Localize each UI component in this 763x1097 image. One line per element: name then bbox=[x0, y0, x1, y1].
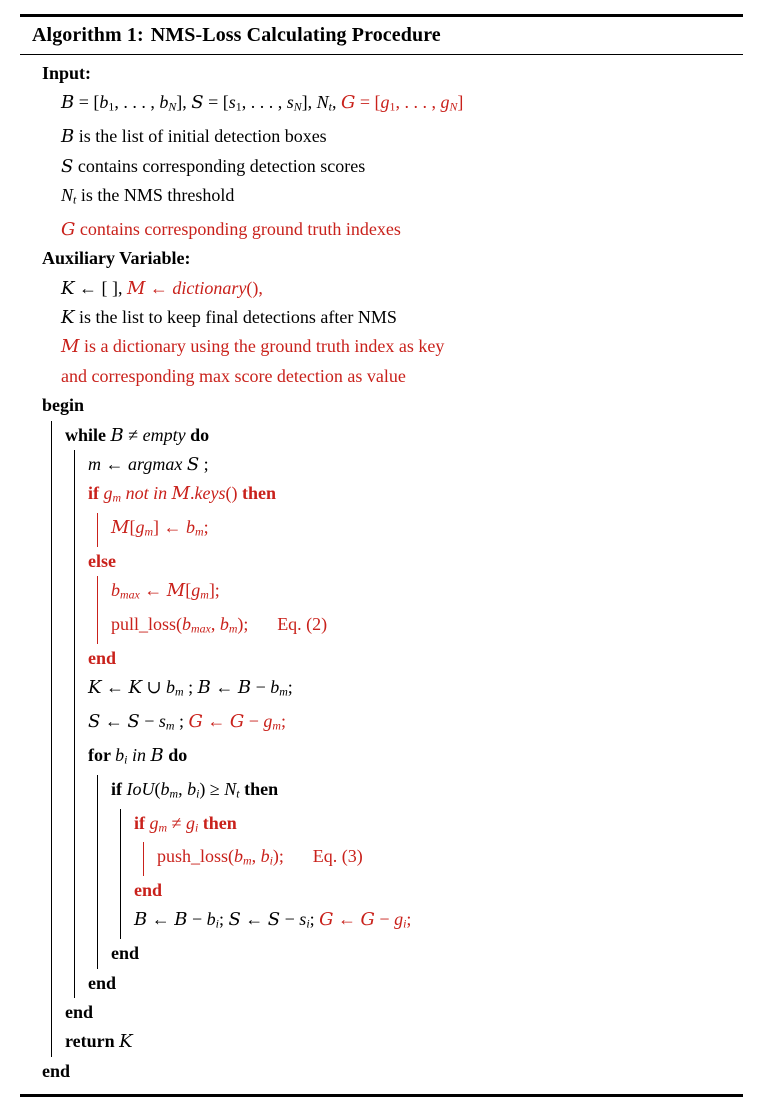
code-segment: then bbox=[239, 778, 279, 799]
end-inner-if bbox=[134, 876, 739, 905]
gm-neq-gi-line bbox=[134, 809, 739, 843]
aux-desc-m2 bbox=[61, 362, 739, 391]
end-begin bbox=[42, 1057, 739, 1086]
code-segment: m bbox=[158, 819, 168, 834]
code-segment: end bbox=[88, 972, 117, 993]
code-segment: − bbox=[244, 711, 264, 732]
code-segment: ; bbox=[218, 909, 229, 930]
code-segment: m bbox=[279, 684, 288, 699]
code-segment: [ bbox=[129, 517, 136, 538]
code-segment: for bbox=[88, 744, 116, 765]
code-segment: 1 bbox=[235, 99, 242, 114]
code-segment: g bbox=[191, 580, 201, 601]
code-segment: m bbox=[165, 718, 175, 733]
code-segment: ≠ bbox=[167, 812, 186, 833]
code-segment: m bbox=[175, 684, 184, 699]
code-segment: g bbox=[380, 92, 390, 113]
code-segment: K bbox=[128, 677, 142, 699]
code-segment: G bbox=[319, 909, 334, 931]
code-segment: ≠ bbox=[123, 424, 143, 445]
code-segment: G bbox=[61, 218, 76, 240]
code-segment: B bbox=[237, 677, 252, 699]
code-segment: . bbox=[190, 483, 195, 504]
code-segment: m bbox=[144, 524, 154, 539]
code-segment: M bbox=[111, 517, 130, 539]
code-segment: g bbox=[149, 812, 159, 833]
code-segment: [ bbox=[185, 580, 192, 601]
code-segment: end bbox=[42, 1060, 71, 1081]
code-segment: t bbox=[73, 192, 77, 207]
code-segment: ); bbox=[237, 614, 249, 635]
code-segment: B bbox=[61, 92, 75, 114]
code-segment: m bbox=[243, 853, 252, 868]
code-segment: m bbox=[169, 786, 179, 801]
code-segment: b bbox=[260, 846, 270, 867]
code-segment: G bbox=[340, 92, 356, 114]
code-segment: t bbox=[236, 786, 240, 801]
code-segment: S bbox=[191, 92, 204, 114]
code-segment: b bbox=[234, 846, 244, 867]
code-segment: 1 bbox=[389, 99, 396, 114]
code-segment: B bbox=[150, 744, 164, 766]
code-segment: b bbox=[187, 778, 197, 799]
code-segment: empty bbox=[142, 424, 186, 445]
code-segment: ; bbox=[406, 909, 412, 930]
aux-desc-k bbox=[61, 303, 739, 332]
code-segment: ← bbox=[139, 580, 167, 601]
code-segment: b bbox=[159, 92, 169, 113]
end-for bbox=[88, 969, 739, 998]
code-segment: N bbox=[61, 185, 74, 205]
code-segment: ← bbox=[100, 711, 128, 732]
code-segment: ← bbox=[147, 909, 175, 930]
code-segment: ← [ ], bbox=[74, 277, 127, 298]
code-segment: m bbox=[195, 524, 204, 539]
while-line bbox=[65, 421, 739, 450]
code-segment: S bbox=[228, 909, 241, 931]
code-segment: ; bbox=[174, 711, 189, 732]
code-segment: , bbox=[210, 614, 220, 635]
while-block bbox=[74, 450, 739, 998]
push-loss-line bbox=[157, 842, 739, 876]
code-segment: N bbox=[293, 99, 302, 114]
end-iou-if bbox=[111, 939, 739, 968]
code-segment: m bbox=[112, 490, 122, 505]
iou-if-line bbox=[111, 775, 739, 809]
code-segment: B bbox=[197, 677, 211, 699]
end-if-else bbox=[88, 644, 739, 673]
code-segment: b bbox=[186, 517, 196, 538]
code-segment: b bbox=[219, 614, 229, 635]
algorithm-figure bbox=[20, 14, 743, 1097]
code-segment: ; bbox=[203, 517, 209, 538]
code-segment: b bbox=[166, 677, 175, 698]
code-segment: ← bbox=[101, 454, 128, 475]
code-segment: g bbox=[394, 909, 404, 930]
code-segment: b bbox=[115, 744, 125, 765]
iou-if-block bbox=[120, 809, 739, 940]
code-segment: ( bbox=[154, 778, 161, 799]
code-segment: Auxiliary Variable: bbox=[42, 248, 191, 269]
code-segment: s bbox=[286, 92, 294, 113]
code-segment: Eq. (2) bbox=[277, 614, 328, 635]
code-segment: i bbox=[269, 853, 273, 868]
code-segment: is a dictionary using the ground truth index as key bbox=[79, 336, 445, 357]
code-segment: S bbox=[88, 711, 101, 733]
code-segment: − bbox=[139, 711, 159, 732]
code-segment: return bbox=[65, 1031, 120, 1052]
code-segment: = [ bbox=[355, 92, 381, 113]
input-desc-scores bbox=[61, 152, 739, 181]
code-segment: while bbox=[65, 424, 111, 445]
end-while bbox=[65, 998, 739, 1027]
code-segment: − bbox=[187, 909, 207, 930]
code-segment: B bbox=[134, 909, 148, 931]
code-segment: is the list to keep final detections after NMS bbox=[74, 307, 397, 327]
code-segment: pull_loss( bbox=[111, 614, 183, 635]
code-segment: push_loss( bbox=[157, 846, 235, 867]
pull-loss-line bbox=[111, 610, 739, 644]
code-segment: g bbox=[263, 711, 273, 732]
algorithm-number: Algorithm 1: bbox=[32, 24, 144, 46]
code-segment: ← bbox=[202, 711, 230, 732]
code-segment: ); bbox=[272, 846, 284, 867]
code-segment: b bbox=[160, 778, 170, 799]
code-segment: b bbox=[182, 614, 192, 635]
auxiliary-heading bbox=[42, 244, 739, 273]
code-segment: is the NMS threshold bbox=[76, 185, 235, 205]
code-segment: − bbox=[251, 677, 271, 698]
argmax-line bbox=[88, 450, 739, 479]
algorithm-body bbox=[20, 55, 743, 1094]
remove-line bbox=[88, 707, 739, 741]
code-segment: m bbox=[272, 718, 281, 733]
input-variables bbox=[61, 88, 739, 122]
then-block bbox=[97, 513, 739, 547]
for-line bbox=[88, 741, 739, 775]
code-segment: not in bbox=[125, 483, 168, 504]
code-segment: K bbox=[88, 677, 102, 699]
return-line bbox=[65, 1027, 739, 1056]
code-segment: if bbox=[88, 483, 104, 504]
code-segment: i bbox=[215, 916, 219, 931]
begin-block bbox=[51, 421, 739, 1057]
code-segment: do bbox=[163, 744, 188, 765]
code-segment: Input: bbox=[42, 63, 92, 83]
push-then-block bbox=[143, 842, 739, 876]
algorithm-title: NMS-Loss Calculating Procedure bbox=[150, 24, 441, 46]
code-segment: − bbox=[280, 909, 300, 930]
code-segment: in bbox=[131, 744, 146, 765]
code-segment: IoU bbox=[126, 778, 155, 799]
code-segment: ← bbox=[101, 677, 129, 698]
code-segment: K bbox=[61, 307, 75, 328]
code-segment: b bbox=[111, 580, 120, 601]
for-block bbox=[97, 775, 739, 969]
code-segment: ], bbox=[176, 92, 192, 113]
code-segment: S bbox=[267, 909, 281, 931]
code-segment: i bbox=[306, 916, 310, 931]
code-segment: N bbox=[449, 99, 458, 114]
code-segment: max bbox=[191, 621, 211, 636]
code-segment: B bbox=[110, 424, 124, 446]
code-segment: end bbox=[65, 1002, 94, 1023]
code-segment: argmax bbox=[128, 454, 183, 475]
code-segment: ; bbox=[199, 454, 209, 475]
code-segment: i bbox=[124, 752, 128, 767]
code-segment: b bbox=[206, 909, 216, 930]
code-segment: ) ≥ bbox=[199, 778, 225, 799]
code-segment: ]; bbox=[208, 580, 220, 601]
code-segment: ], bbox=[301, 92, 317, 113]
code-segment: i bbox=[196, 786, 200, 801]
keep-line bbox=[88, 673, 739, 707]
code-segment: g bbox=[440, 92, 450, 113]
code-segment: 1 bbox=[108, 99, 115, 114]
code-segment: contains corresponding detection scores bbox=[73, 155, 366, 176]
code-segment: end bbox=[111, 943, 140, 964]
code-segment: and corresponding max score detection as value bbox=[61, 365, 406, 386]
code-segment: N bbox=[224, 778, 237, 799]
aux-desc-m1 bbox=[61, 332, 739, 361]
input-desc-boxes bbox=[61, 122, 739, 151]
code-segment: , bbox=[178, 778, 188, 799]
code-segment: , bbox=[251, 846, 261, 867]
code-segment: , . . . , bbox=[241, 92, 287, 113]
code-segment: max bbox=[120, 587, 140, 602]
code-segment: ; bbox=[287, 677, 293, 698]
code-segment: then bbox=[242, 483, 277, 504]
code-segment: , bbox=[331, 92, 341, 113]
code-segment: begin bbox=[42, 395, 85, 416]
code-segment: end bbox=[134, 880, 163, 901]
code-segment: M bbox=[171, 483, 191, 505]
code-segment: Eq. (3) bbox=[312, 846, 363, 867]
code-segment: (), bbox=[246, 277, 263, 298]
code-segment: M bbox=[61, 336, 80, 358]
begin-line bbox=[42, 391, 739, 420]
code-segment: m bbox=[200, 587, 209, 602]
code-segment: , . . . , bbox=[395, 92, 441, 113]
assign-m-line bbox=[111, 513, 739, 547]
aux-variables bbox=[61, 274, 739, 303]
code-segment: is the list of initial detection boxes bbox=[74, 126, 327, 147]
code-segment: N bbox=[168, 99, 177, 114]
code-segment: ; bbox=[183, 677, 198, 698]
bmax-line bbox=[111, 576, 739, 610]
code-segment: , . . . , bbox=[114, 92, 160, 113]
code-segment: then bbox=[198, 812, 237, 833]
code-segment: i bbox=[403, 916, 407, 931]
code-segment: ← bbox=[333, 909, 361, 930]
code-segment: S bbox=[61, 155, 74, 177]
code-segment: if bbox=[111, 778, 127, 799]
code-segment: g bbox=[185, 812, 195, 833]
code-segment: ∪ bbox=[141, 677, 166, 698]
code-segment: K bbox=[61, 277, 75, 299]
code-segment: keys bbox=[194, 483, 226, 504]
code-segment: g bbox=[135, 517, 145, 538]
code-segment: () bbox=[225, 483, 243, 504]
suppress-line bbox=[134, 905, 739, 939]
code-segment: do bbox=[185, 424, 210, 445]
code-segment: S bbox=[186, 454, 200, 476]
input-desc-threshold bbox=[61, 181, 739, 215]
code-segment: s bbox=[158, 711, 166, 732]
code-segment: else bbox=[88, 551, 116, 571]
code-segment: ] ← bbox=[153, 517, 187, 538]
code-segment: G bbox=[360, 909, 375, 931]
code-segment: contains corresponding ground truth indexes bbox=[75, 218, 401, 239]
code-segment: ← bbox=[210, 677, 238, 698]
code-segment: ← bbox=[145, 277, 173, 298]
code-segment: s bbox=[228, 92, 236, 113]
code-segment: b bbox=[99, 92, 109, 113]
code-segment: B bbox=[174, 909, 188, 931]
code-segment: M bbox=[126, 277, 146, 299]
code-segment: B bbox=[61, 126, 75, 148]
code-segment: G bbox=[188, 711, 203, 733]
code-segment: if bbox=[134, 812, 150, 833]
code-segment: dictionary bbox=[172, 277, 247, 298]
code-segment: end bbox=[88, 647, 117, 668]
code-segment: ; bbox=[280, 711, 286, 732]
code-segment: m bbox=[88, 454, 101, 475]
code-segment: b bbox=[270, 677, 280, 698]
algorithm-caption bbox=[20, 17, 743, 55]
code-segment: ← bbox=[240, 909, 268, 930]
if-not-in-line bbox=[88, 479, 739, 513]
code-segment: S bbox=[127, 711, 140, 733]
code-segment: N bbox=[316, 92, 329, 113]
else-block bbox=[97, 576, 739, 644]
code-segment: g bbox=[103, 483, 113, 504]
code-segment: ; bbox=[309, 909, 320, 930]
code-segment: = [ bbox=[74, 92, 100, 113]
code-segment: s bbox=[299, 909, 307, 930]
code-segment: K bbox=[119, 1031, 133, 1053]
code-segment: − bbox=[374, 909, 395, 930]
code-segment: i bbox=[194, 819, 199, 834]
code-segment: G bbox=[229, 711, 245, 733]
code-segment: = [ bbox=[203, 92, 229, 113]
input-desc-groundtruth bbox=[61, 215, 739, 244]
input-heading bbox=[42, 59, 739, 88]
else-line bbox=[88, 547, 739, 576]
code-segment: M bbox=[166, 580, 186, 602]
code-segment: ] bbox=[457, 92, 464, 113]
code-segment: t bbox=[328, 99, 332, 114]
code-segment: m bbox=[228, 621, 238, 636]
